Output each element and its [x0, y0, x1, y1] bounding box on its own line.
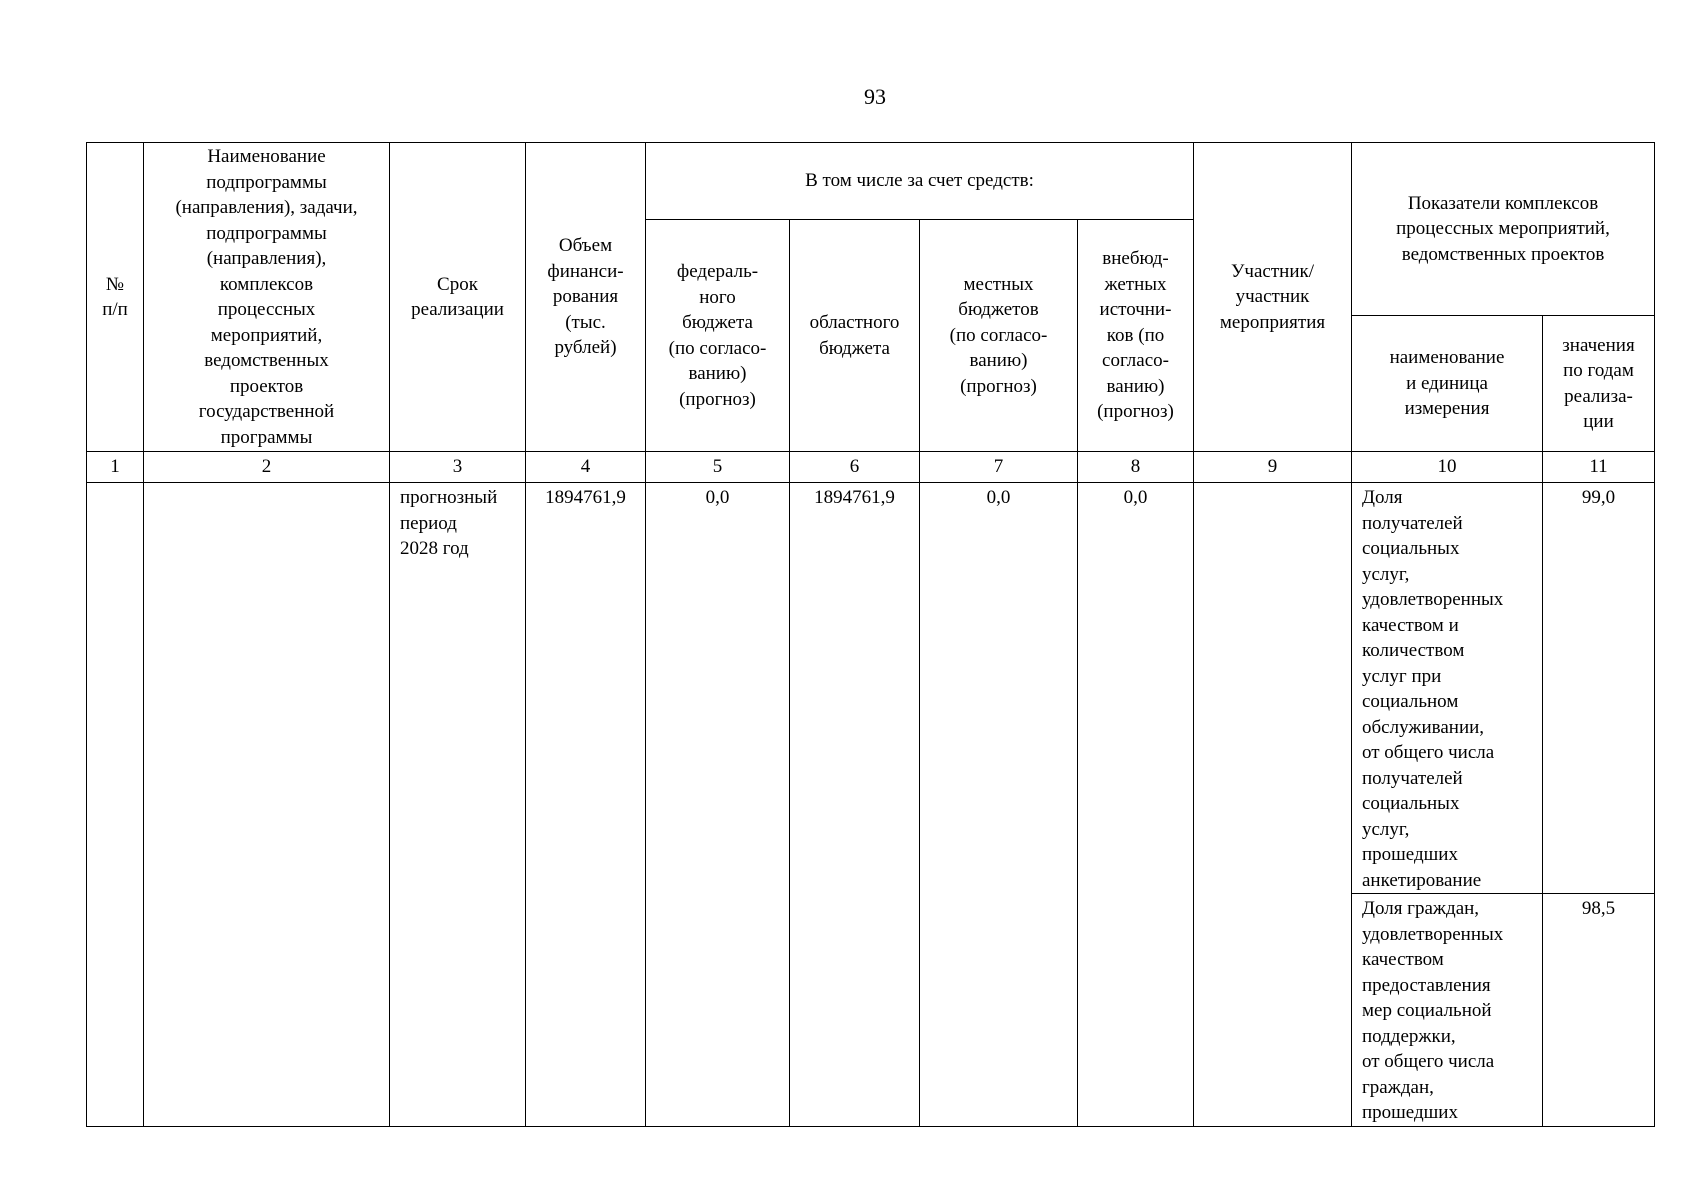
column-number: 4 — [526, 452, 646, 483]
header-total-funding: Объем финанси- рования (тыс. рублей) — [526, 143, 646, 452]
header-extrabudget-sources: внебюд- жетных источни- ков (по согласо- ванию) (прогноз) — [1078, 220, 1194, 452]
table-row — [87, 483, 1655, 894]
header-indicator-values: значения по годам реализа- ции — [1543, 316, 1655, 452]
header-indicator-name: наименование и единица измерения — [1352, 316, 1543, 452]
cell-name — [144, 483, 390, 1127]
header-local-budgets: местных бюджетов (по согласо- ванию) (прогноз) — [920, 220, 1078, 452]
cell-indicator-name: Доля граждан, удовлетворенных качеством предоставления мер социальной поддержки, от общего числа граждан, прошедших — [1352, 894, 1543, 1127]
column-numbers-row — [87, 452, 1655, 483]
column-number: 11 — [1543, 452, 1655, 483]
header-name: Наименование подпрограммы (направления), задачи, подпрограммы (направления), комплексов процессных мероприятий, ведомственных проектов государственной программы — [144, 143, 390, 452]
page-number: 93 — [864, 84, 886, 109]
column-number: 8 — [1078, 452, 1194, 483]
header-period: Срок реализации — [390, 143, 526, 452]
cell-indicator-name: Доля получателей социальных услуг, удовлетворенных качеством и количеством услуг при социальном обслуживании, от общего числа получателей социальных услуг, прошедших анкетирование — [1352, 483, 1543, 894]
header-federal-budget: федераль- ного бюджета (по согласо- ванию) (прогноз) — [646, 220, 790, 452]
column-number: 2 — [144, 452, 390, 483]
column-number: 7 — [920, 452, 1078, 483]
cell-total-funding: 1894761,9 — [526, 483, 646, 1127]
header-indicators-group: Показатели комплексов процессных мероприятий, ведомственных проектов — [1352, 143, 1655, 316]
cell-period: прогнозный период 2028 год — [390, 483, 526, 1127]
cell-row-number — [87, 483, 144, 1127]
cell-indicator-value: 99,0 — [1543, 483, 1655, 894]
column-number: 9 — [1194, 452, 1352, 483]
column-number: 5 — [646, 452, 790, 483]
column-number: 1 — [87, 452, 144, 483]
column-number: 6 — [790, 452, 920, 483]
header-regional-budget: областного бюджета — [790, 220, 920, 452]
column-number: 10 — [1352, 452, 1543, 483]
header-participant: Участник/ участник мероприятия — [1194, 143, 1352, 452]
cell-indicator-value: 98,5 — [1543, 894, 1655, 1127]
header-funding-group: В том числе за счет средств: — [646, 143, 1194, 220]
cell-regional-budget: 1894761,9 — [790, 483, 920, 1127]
cell-participant — [1194, 483, 1352, 1127]
cell-extrabudget-sources: 0,0 — [1078, 483, 1194, 1127]
cell-federal-budget: 0,0 — [646, 483, 790, 1127]
header-number: № п/п — [87, 143, 144, 452]
column-number: 3 — [390, 452, 526, 483]
cell-local-budgets: 0,0 — [920, 483, 1078, 1127]
budget-table — [86, 142, 1655, 1127]
